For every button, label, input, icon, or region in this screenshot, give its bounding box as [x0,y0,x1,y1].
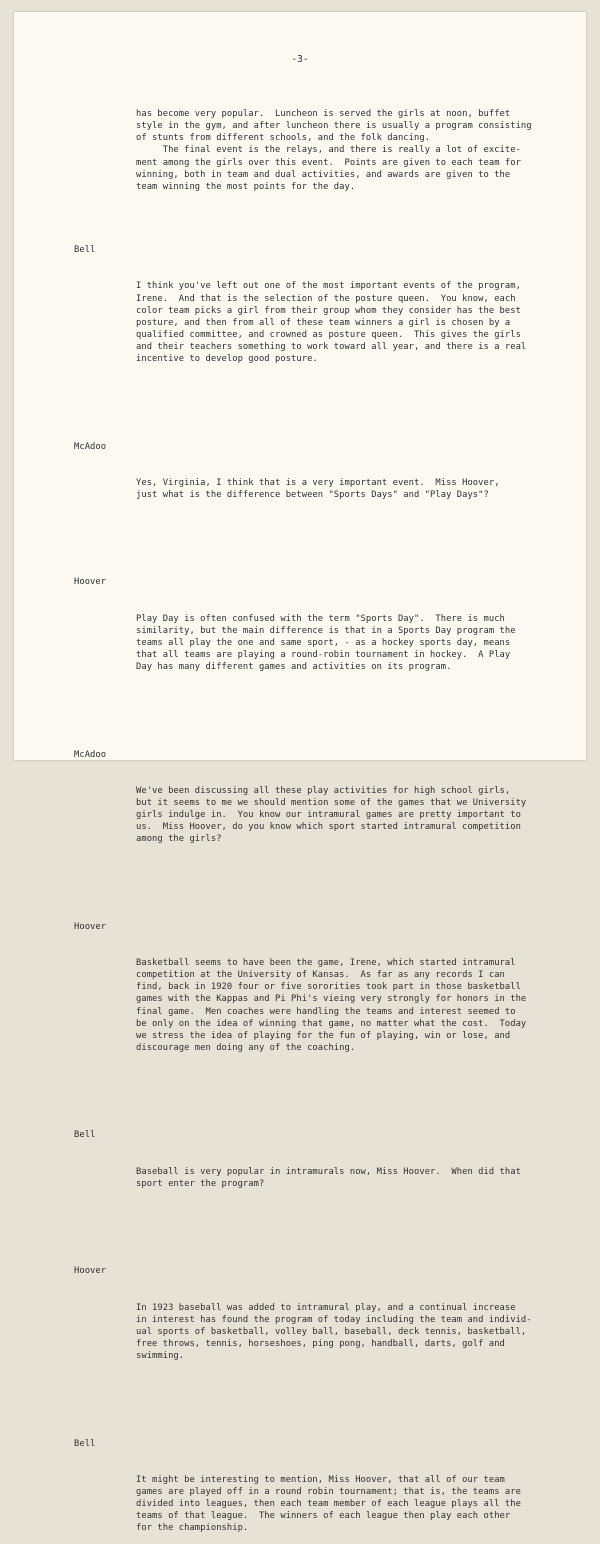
exchange [74,1265,556,1386]
speech-text: It might be interesting to mention, Miss Hoover, that all of our team games are played off in a round robin tournament; that is, the teams are divided into leagues, then each team member of each league plays all the teams of that league. The winners of each league then play each other for the championship. [136,1474,521,1534]
exchange [74,749,556,870]
speaker-name: Bell [74,245,96,256]
speaker-name: Bell [74,1130,96,1141]
speaker-name: McAdoo [74,749,107,760]
speech-text: Baseball is very popular in intramurals now, Miss Hoover. When did that sport enter the program? [136,1166,521,1189]
continuation-paragraph: has become very popular. Luncheon is served the girls at noon, buffet style in the gym, and after luncheon there is usually a program consisting of stunts from different schools, and the folk dancing. The final event is the relays, and there is really a lot of excite- ment among the girls over this event. Points are given to each team for winning, both in team and dual activities, and awards are given to the team winning the most points for the day. [136,109,532,192]
speaker-name: Hoover [74,1266,107,1277]
exchange [74,576,556,697]
speaker-name: McAdoo [74,441,107,452]
speech-text: We've been discussing all these play activities for high school girls, but it seems to me we should mention some of the games that we University girls indulge in. You know our intramural games are pretty important to us. Miss Hoover, do you know which sport started intramural competition among the girls? [136,785,527,845]
speech-text: In 1923 baseball was added to intramural play, and a continual increase in interest has found the program of today including the team and individ- ual sports of basketball, volley ball, baseball, deck tennis, basketball, free throws, tennis, horseshoes, ping pong, handball, darts, golf and swimming. [136,1302,532,1361]
speech-text: Play Day is often confused with the term "Sports Day". There is much similarity, but the main difference is that in a Sports Day program the teams all play the one and same sport, - as a hockey sports day, means that all teams are playing a round-robin tournament in hockey. A Play Day has many different games and activities on its program. [136,613,516,673]
exchange [74,1129,556,1214]
exchange [74,1438,556,1544]
speech-text: I think you've left out one of the most important events of the program, Irene. And that is the selection of the posture queen. You know, each color team picks a girl from their group whom they consider has the best posture, and then from all of these team winners a girl is chosen by a qualified committee, and crowned as posture queen. This gives the girls and their teachers something to work toward all year, and there is a real incentive to develop good posture. [136,281,527,364]
exchange [74,441,556,526]
speech-text: Basketball seems to have been the game, Irene, which started intramural competition at the University of Kansas. As far as any records I can find, back in 1920 four or five sororities took part in those basketball games with the Kappas and Pi Phi's vieing very strongly for honors in the final game. Men coaches were handling the teams and interest seemed to be only on the idea of winning that game, no matter what the cost. Today we stress the idea of playing for the fun of playing, win or lose, and discourage men doing any of the coaching. [136,958,527,1053]
page-number: -3- [291,54,309,65]
exchange [74,244,556,389]
speaker-name: Hoover [74,921,107,932]
speaker-name: Bell [74,1438,96,1449]
speaker-name: Hoover [74,577,107,588]
transcript-body [74,84,556,1544]
exchange [74,921,556,1078]
speech-text: Yes, Virginia, I think that is a very important event. Miss Hoover, just what is the difference between "Sports Days" and "Play Days"? [136,477,500,500]
document-page [14,12,586,1534]
